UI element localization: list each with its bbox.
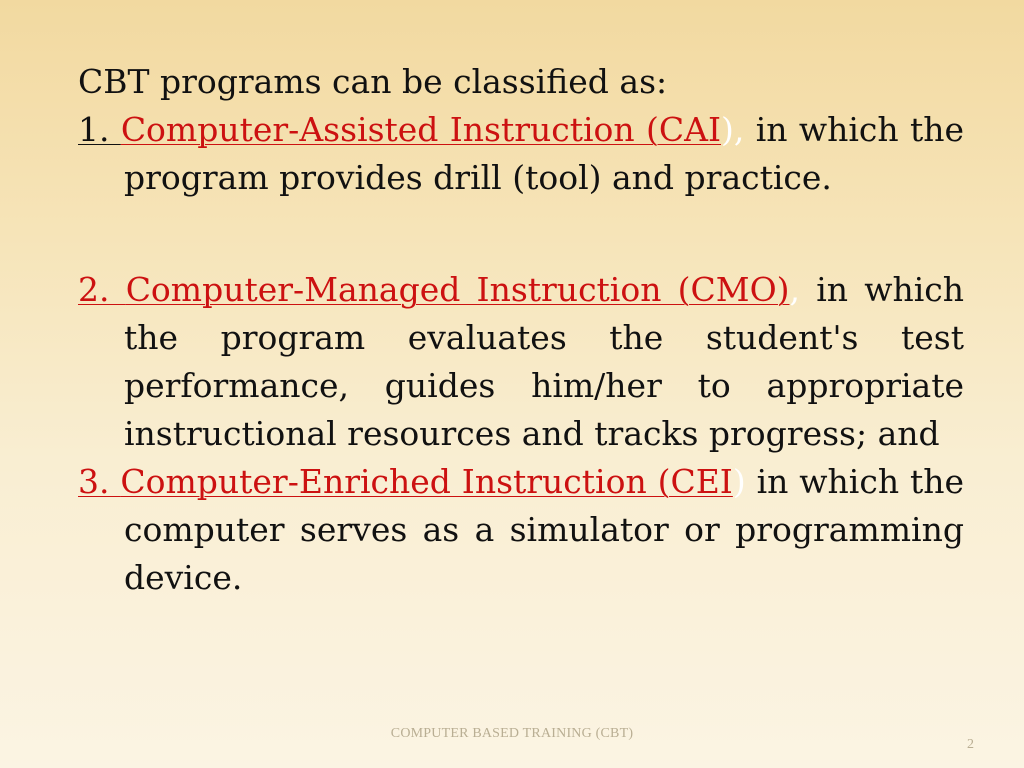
item-description: in which the program evaluates the student's test performance, guides him/her to appropriate instructional resources and tracks progress; and — [124, 270, 964, 453]
item-number: 1. — [78, 110, 121, 149]
term-link-cmo[interactable] — [78, 270, 790, 309]
footer-title: COMPUTER BASED TRAINING (CBT) — [390, 726, 634, 741]
term-link-cai[interactable]: Computer-Assisted Instruction (CAI — [120, 110, 721, 149]
item-number: 3. — [78, 462, 121, 501]
item-number: 2. — [78, 270, 126, 309]
list-item-cai — [78, 106, 964, 202]
term-link-cei[interactable] — [78, 462, 733, 501]
page-number: 2 — [967, 737, 974, 752]
intro-text: CBT programs can be classified as: — [78, 62, 668, 101]
item-description: in which the computer serves as a simulator or programming device. — [124, 462, 964, 597]
term-text: Computer-Managed Instruction (CMO) — [125, 270, 790, 309]
slide-content — [78, 58, 964, 602]
term-close: , — [789, 270, 801, 309]
spacer — [78, 202, 964, 266]
term-text: Computer-Enriched Instruction (CEI — [120, 462, 733, 501]
list-item-cei — [78, 458, 964, 602]
term-close: ) — [732, 462, 746, 501]
list-item-cmo — [78, 266, 964, 458]
item-description: in which the program provides drill (tool) and practice. — [124, 110, 964, 197]
term-close: ), — [721, 110, 745, 149]
